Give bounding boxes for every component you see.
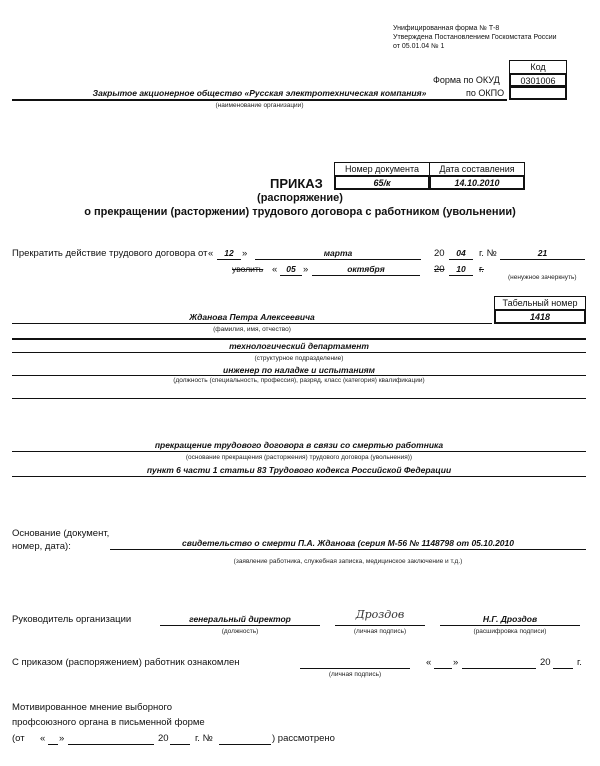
order-description: о прекращении (расторжении) трудового договора с работником (увольнении) (84, 206, 516, 218)
form-approval-date: от 05.01.04 № 1 (393, 43, 445, 50)
acquainted-quote-close: » (453, 657, 459, 668)
position-line (12, 375, 586, 376)
dismiss-year: 10 (456, 264, 466, 274)
order-subtitle: (распоряжение) (257, 192, 343, 204)
form-number: Унифицированная форма № Т-8 (393, 25, 500, 32)
contract-month-line (255, 259, 421, 260)
union-tail: ) рассмотрено (272, 733, 335, 744)
doc-number-header: Номер документа (334, 162, 430, 176)
acquainted-year-line (553, 668, 573, 669)
head-name-line (440, 625, 580, 626)
termination-reason: прекращение трудового договора в связи со смертью работника (154, 440, 444, 450)
union-line-1: Мотивированное мнение выборного (12, 702, 173, 713)
acquainted-label: С приказом (распоряжением) работник ознакомлен (12, 657, 240, 668)
separator-2 (12, 398, 586, 399)
contract-year-line (449, 259, 473, 260)
head-signature-caption: (личная подпись) (353, 628, 407, 635)
article-line (12, 476, 586, 477)
contract-day-line (217, 259, 241, 260)
dismiss-quote-close: » (303, 264, 309, 275)
okpo-label: по ОКПО (466, 88, 505, 98)
order-title: ПРИКАЗ (270, 176, 323, 191)
doc-date-value: 14.10.2010 (429, 175, 525, 190)
contract-number: 21 (537, 248, 548, 258)
doc-number-value: 65/к (334, 175, 430, 190)
union-g-num: г. № (195, 733, 213, 744)
terminate-label: Прекратить действие трудового договора от (12, 248, 208, 259)
basis-value: свидетельство о смерти П.А. Жданова (серия М-56 № 1148798 от 05.10.2010 (182, 538, 514, 548)
union-year-line (170, 744, 190, 745)
tab-number-value: 1418 (494, 309, 586, 324)
contract-year-prefix: 20 (434, 248, 445, 259)
okud-value: 0301006 (509, 73, 567, 87)
contract-year: 04 (456, 248, 466, 258)
organization-underline (12, 99, 507, 101)
union-year-prefix: 20 (158, 733, 169, 744)
dismiss-month-line (312, 275, 420, 276)
form-approval: Утверждена Постановлением Госкомстата России (393, 34, 557, 41)
contract-number-line (500, 259, 585, 260)
head-position: генеральный директор (189, 614, 291, 624)
union-number-line (219, 744, 271, 745)
okud-label: Форма по ОКУД (433, 75, 500, 85)
doc-date-header: Дата составления (429, 162, 525, 176)
dismiss-g: г. (479, 264, 484, 275)
head-signature-line (335, 625, 425, 626)
employee-name-caption: (фамилия, имя, отчество) (213, 326, 291, 333)
dismiss-month: октября (347, 264, 385, 274)
reason-caption: (основание прекращения (расторжения) трудового договора (увольнения)) (185, 454, 413, 461)
basis-line (110, 549, 586, 550)
employee-name: Жданова Петра Алексеевича (189, 312, 315, 322)
acquainted-signature-line (300, 668, 410, 669)
union-from: (от (12, 733, 25, 744)
acquainted-year-prefix: 20 (540, 657, 551, 668)
head-position-line (160, 625, 320, 626)
strike-note: (ненужное зачеркнуть) (508, 274, 577, 281)
contract-g-num: г. № (479, 248, 497, 259)
separator-1 (12, 338, 586, 340)
reason-line (12, 451, 586, 452)
basis-label-2: номер, дата): (12, 541, 71, 552)
dismiss-year-prefix: 20 (434, 264, 445, 275)
kod-header: Код (509, 60, 567, 74)
head-position-caption: (должность) (221, 628, 259, 635)
organization-caption: (наименование организации) (215, 102, 304, 109)
position-caption: (должность (специальность, профессия), разряд, класс (категория) квалификации) (173, 377, 425, 384)
union-quote-open: « (40, 733, 46, 744)
dismiss-quote-open: « (272, 264, 278, 275)
tab-number-header: Табельный номер (494, 296, 586, 310)
union-quote-close: » (59, 733, 65, 744)
okpo-value (509, 86, 567, 100)
acquainted-signature-caption: (личная подпись) (328, 671, 382, 678)
union-month-line (68, 744, 154, 745)
department-line (12, 352, 586, 353)
labor-code-article: пункт 6 части 1 статьи 83 Трудового кодекса Российской Федерации (146, 465, 452, 475)
dismiss-day-line (280, 275, 302, 276)
head-name-caption: (расшифровка подписи) (473, 628, 547, 635)
head-name: Н.Г. Дроздов (482, 614, 538, 624)
dismiss-label: уволить (232, 264, 264, 274)
union-day-line (48, 744, 58, 745)
union-line-2: профсоюзного органа в письменной форме (12, 717, 205, 728)
acquainted-g: г. (577, 657, 582, 668)
basis-label-1: Основание (документ, (12, 528, 110, 539)
contract-month: марта (323, 248, 353, 258)
organization-name: Закрытое акционерное общество «Русская электротехническая компания» (92, 88, 427, 98)
quote-open: « (208, 248, 214, 259)
acquainted-day-line (434, 668, 452, 669)
position: инженер по наладке и испытаниям (223, 365, 375, 375)
head-label: Руководитель организации (12, 614, 132, 625)
acquainted-quote-open: « (426, 657, 432, 668)
department: технологический департамент (229, 341, 369, 351)
acquainted-month-line (462, 668, 536, 669)
dismiss-day: 05 (286, 264, 296, 274)
head-signature: Дроздов (355, 608, 405, 621)
basis-caption: (заявление работника, служебная записка, медицинское заключение и т.д.) (233, 558, 463, 565)
quote-close: » (242, 248, 248, 259)
department-caption: (структурное подразделение) (254, 355, 344, 362)
contract-day: 12 (224, 248, 234, 258)
dismiss-year-line (449, 275, 473, 276)
employee-name-line (12, 323, 492, 324)
